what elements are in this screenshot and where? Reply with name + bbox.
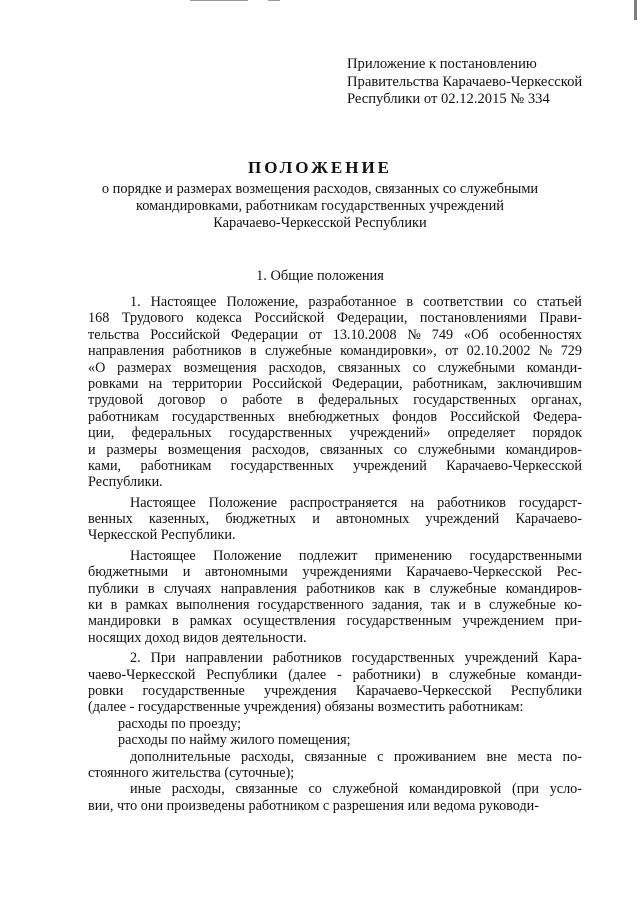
paragraph-line: Черкесской Республики.	[88, 527, 236, 544]
paragraph-line: дополнительные расходы, связанные с проживанием вне места по-	[130, 748, 582, 765]
paragraph-line: носящих доход видов деятельности.	[88, 629, 307, 646]
paragraph-line: стоянного жительства (суточные);	[88, 764, 295, 781]
paragraph-line: Настоящее Положение распространяется на работников государст-	[130, 494, 582, 511]
body-paragraph	[88, 548, 582, 646]
subtitle-line: командировками, работникам государственных учреждений	[135, 198, 504, 214]
paragraph-line: 168 Трудового кодекса Российской Федерации, постановлениями Прави-	[88, 310, 582, 327]
paragraph-line: мандировки в рамках осуществления государственным учреждением при-	[88, 613, 582, 630]
subtitle-line: Карачаево-Черкесской Республики	[213, 215, 427, 231]
body-paragraph	[88, 650, 582, 716]
paragraph-line: тельства Российской Федерации от 13.10.2008 № 749 «Об особенностях	[88, 326, 582, 343]
scan-edge-mark	[634, 0, 637, 20]
approval-line: Приложение к постановлению	[347, 56, 537, 72]
approval-block	[347, 56, 617, 109]
list-item: расходы по проезду;	[118, 715, 242, 732]
body-paragraph	[88, 495, 582, 544]
body-paragraph	[88, 294, 582, 491]
paragraph-line: Настоящее Положение подлежит применению государственными	[130, 547, 582, 564]
subtitle-line: о порядке и размерах возмещения расходов, связанных со служебными	[101, 181, 539, 197]
paragraph-line: бюджетными и автономными учреждениями Карачаево-Черкесской Рес-	[88, 564, 582, 581]
paragraph-line: 2. При направлении работников государственных учреждений Кара-	[130, 650, 582, 667]
paragraph-line: ровками на территории Российской Федерации, работникам, заключившим	[88, 375, 582, 392]
paragraph-line: (далее - государственные учреждения) обязаны возместить работникам:	[88, 699, 524, 716]
paragraph-line: ровки государственные учреждения Карачаево-Черкесской Республики	[88, 682, 582, 699]
paragraph-line: ции, федеральных государственных учреждений» определяет порядок	[88, 425, 582, 442]
body-paragraph	[88, 749, 582, 782]
document-body	[88, 294, 582, 814]
approval-line: Республики от 02.12.2015 № 334	[347, 91, 550, 107]
paragraph-line: направления работников в служебные командировки», от 02.10.2002 № 729	[88, 343, 582, 360]
document-subtitle	[80, 181, 560, 232]
paragraph-line: и размеры возмещения расходов, связанных со служебными командиров-	[88, 441, 582, 458]
document-title: ПОЛОЖЕНИЕ	[248, 158, 392, 177]
paragraph-line: «О размерах возмещения расходов, связанных со служебными команди-	[88, 359, 582, 376]
scan-top-line	[190, 0, 248, 1]
paragraph-line: Республики.	[88, 474, 163, 491]
paragraph-line: публики в случаях направления работников как в служебные командиров-	[88, 580, 582, 597]
paragraph-line: ками, работникам государственных учреждений Карачаево-Черкесской	[88, 457, 582, 474]
paragraph-line: вии, что они произведены работником с разрешения или ведома руководи-	[88, 797, 540, 814]
paragraph-line: венных казенных, бюджетных и автономных учреждений Карачаево-	[88, 511, 582, 528]
paragraph-line: 1. Настоящее Положение, разработанное в соответствии со статьей	[130, 294, 582, 310]
approval-line: Правительства Карачаево-Черкесской	[347, 73, 583, 90]
scan-top-line-small	[268, 0, 280, 1]
paragraph-line: трудовой договор о работе в федеральных государственных органах,	[88, 392, 582, 409]
list-item: расходы по найму жилого помещения;	[118, 732, 351, 749]
section-heading: 1. Общие положения	[256, 268, 384, 284]
paragraph-line: работникам государственных внебюджетных фондов Российской Федера-	[88, 408, 582, 425]
body-paragraph	[88, 781, 582, 814]
paragraph-line: чаево-Черкесской Республики (далее - работники) в служебные команди-	[88, 666, 582, 683]
paragraph-line: иные расходы, связанные со служебной командировкой (при усло-	[130, 781, 582, 798]
paragraph-line: ки в рамках выполнения государственного задания, так и в служебные ко-	[88, 597, 582, 614]
